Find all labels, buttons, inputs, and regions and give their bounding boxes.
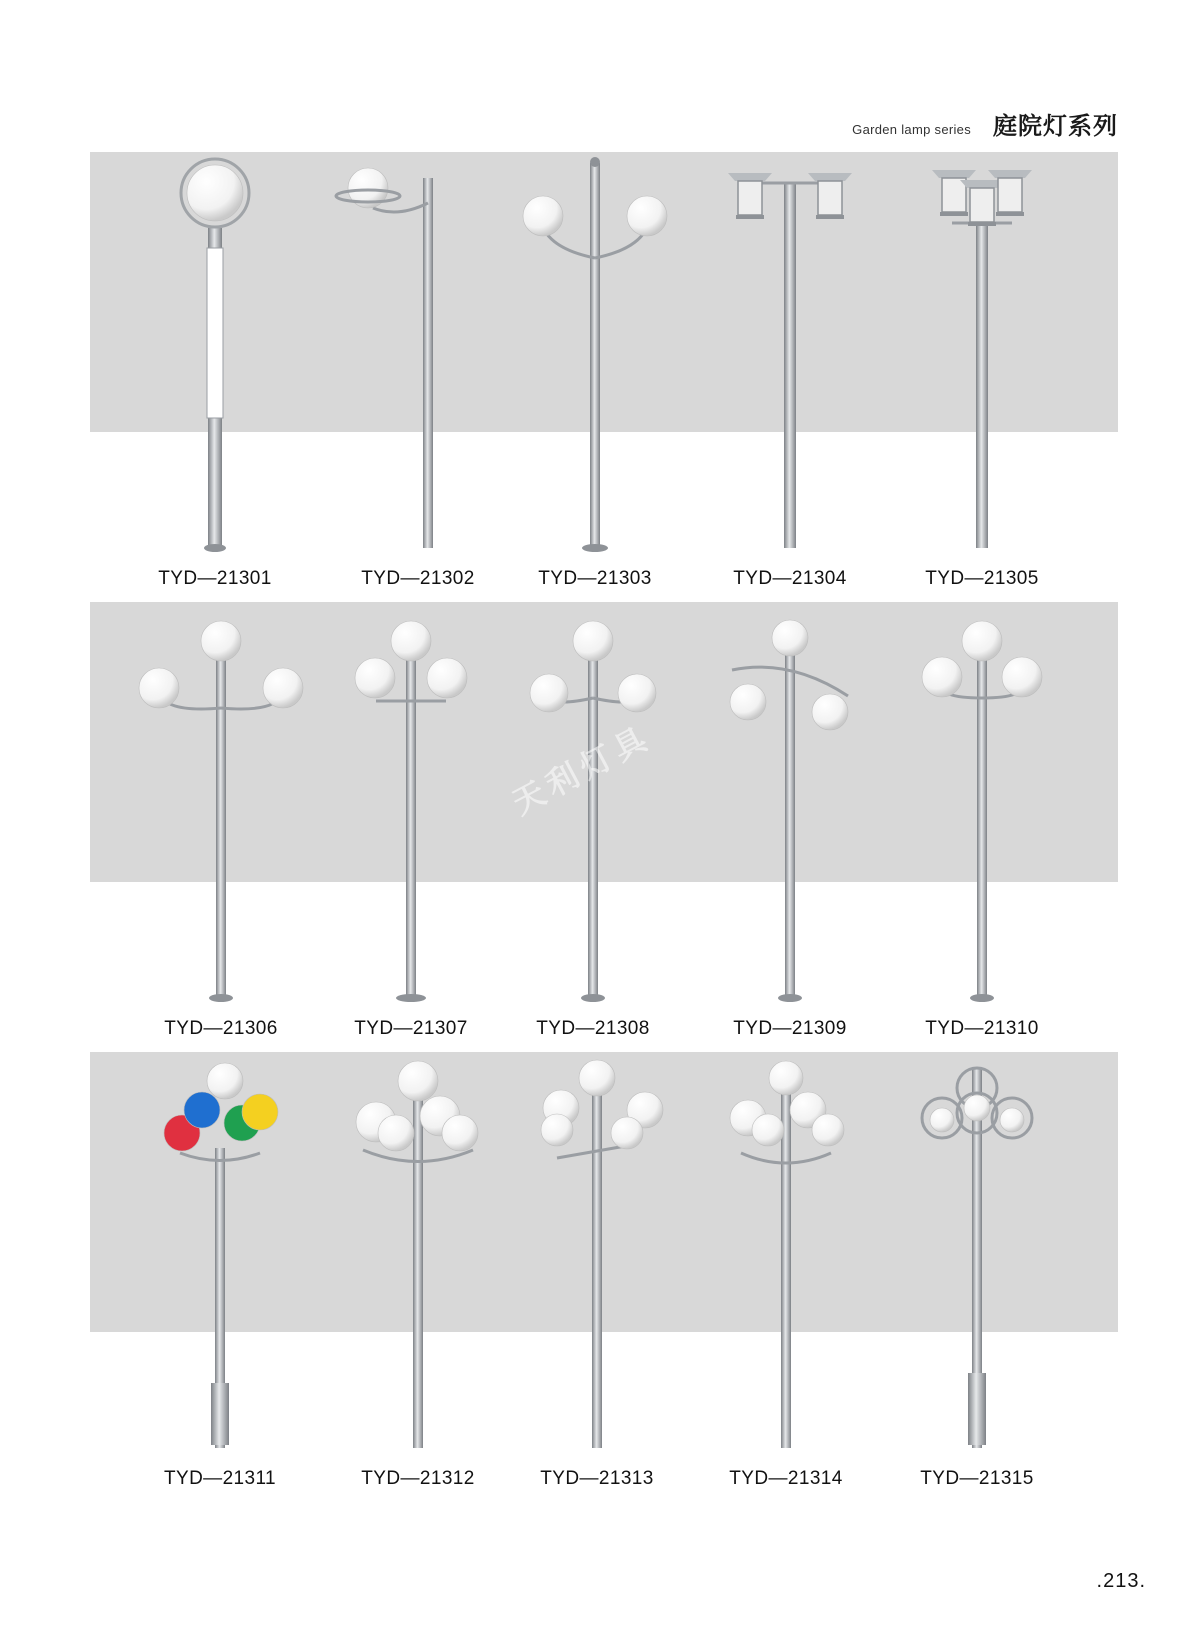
product-code: TYD—21313	[540, 1468, 654, 1489]
lamp-globe	[391, 621, 431, 661]
series-title-en: Garden lamp series	[852, 122, 971, 137]
lamp-globe	[1000, 1108, 1024, 1132]
lamp-illustration	[121, 598, 321, 1008]
product-code: TYD—21308	[536, 1018, 650, 1039]
lamp-globe	[812, 1114, 844, 1146]
lamp-globe	[187, 165, 243, 221]
lamp-globe	[730, 684, 766, 720]
lantern-ring	[940, 212, 968, 216]
lantern-glass	[970, 188, 994, 222]
lantern-ring	[736, 215, 764, 219]
lamp-globe	[523, 196, 563, 236]
lamp-globe	[139, 668, 179, 708]
product-code: TYD—21301	[158, 568, 272, 589]
product-code: TYD—21306	[164, 1018, 278, 1039]
lamp-illustration	[882, 148, 1082, 558]
lamp-globe	[242, 1094, 278, 1130]
product-code: TYD—21304	[733, 568, 847, 589]
product-code: TYD—21307	[354, 1018, 468, 1039]
lamp-base	[396, 994, 426, 1002]
lamp-illustration	[318, 1048, 518, 1458]
lamp-illustration	[497, 1048, 697, 1458]
product-card[interactable]	[686, 1048, 886, 1488]
pole-sleeve	[968, 1373, 986, 1445]
lamp-illustration	[318, 148, 518, 558]
lamp-globe	[442, 1115, 478, 1151]
lamp-illustration	[311, 598, 511, 1008]
lamp-globe	[611, 1117, 643, 1149]
lamp-globe	[355, 658, 395, 698]
lamp-globe	[962, 621, 1002, 661]
lamp-pole	[781, 1093, 791, 1448]
lamp-globe	[378, 1115, 414, 1151]
lamp-globe	[627, 196, 667, 236]
lamp-pole	[413, 1093, 423, 1448]
lamp-pole	[785, 643, 795, 998]
lantern-roof	[988, 170, 1032, 178]
product-card[interactable]	[877, 1048, 1077, 1488]
pole-finial	[590, 157, 600, 167]
product-card[interactable]	[121, 598, 321, 1038]
lamp-globe	[1002, 657, 1042, 697]
lamp-illustration	[882, 598, 1082, 1008]
product-code: TYD—21302	[361, 568, 475, 589]
lamp-globe	[922, 657, 962, 697]
lamp-pole	[976, 193, 988, 548]
lamp-globe	[930, 1108, 954, 1132]
light-column	[207, 248, 223, 418]
lamp-globe	[263, 668, 303, 708]
lamp-globe	[812, 694, 848, 730]
watermark: 天利灯具	[505, 717, 658, 823]
lamp-globe	[772, 620, 808, 656]
lamp-pole	[590, 163, 600, 548]
lamp-base	[204, 544, 226, 552]
product-card[interactable]	[318, 1048, 518, 1488]
product-code: TYD—21309	[733, 1018, 847, 1039]
page-number: .213.	[1096, 1570, 1146, 1592]
series-title-zh: 庭院灯系列	[993, 112, 1118, 140]
lamp-globe	[964, 1095, 990, 1121]
lamp-pole	[423, 178, 433, 548]
lantern-ring	[968, 222, 996, 226]
product-card[interactable]	[318, 148, 518, 588]
pole-sleeve	[211, 1383, 229, 1445]
lamp-globe	[573, 621, 613, 661]
product-card[interactable]	[311, 598, 511, 1038]
lamp-illustration	[690, 598, 890, 1008]
product-card[interactable]	[882, 148, 1082, 588]
lamp-base	[209, 994, 233, 1002]
lamp-base	[778, 994, 802, 1002]
lamp-base	[581, 994, 605, 1002]
lamp-illustration	[686, 1048, 886, 1458]
lamp-pole	[977, 643, 987, 998]
lamp-globe	[427, 658, 467, 698]
product-code: TYD—21303	[538, 568, 652, 589]
product-card[interactable]	[120, 1048, 320, 1488]
product-card[interactable]	[497, 1048, 697, 1488]
page-header	[852, 106, 1118, 141]
lamp-globe	[530, 674, 568, 712]
lamp-globe	[201, 621, 241, 661]
lantern-glass	[818, 181, 842, 215]
product-card[interactable]	[690, 148, 890, 588]
lamp-globe	[769, 1061, 803, 1095]
lamp-globe	[579, 1060, 615, 1096]
lantern-ring	[816, 215, 844, 219]
product-code: TYD—21312	[361, 1468, 475, 1489]
lantern-roof	[932, 170, 976, 178]
product-code: TYD—21310	[925, 1018, 1039, 1039]
lamp-globe	[541, 1114, 573, 1146]
product-card[interactable]	[495, 148, 695, 588]
lamp-globe	[184, 1092, 220, 1128]
product-code: TYD—21314	[729, 1468, 843, 1489]
product-card[interactable]	[115, 148, 315, 588]
lantern-roof	[728, 173, 772, 181]
lantern-roof	[808, 173, 852, 181]
lamp-arm	[373, 203, 428, 212]
product-card[interactable]	[882, 598, 1082, 1038]
product-card[interactable]	[690, 598, 890, 1038]
lamp-globe	[207, 1063, 243, 1099]
lamp-pole	[784, 183, 796, 548]
lantern-ring	[996, 212, 1024, 216]
lantern-glass	[942, 178, 966, 212]
lamp-pole	[406, 643, 416, 998]
lamp-globe	[398, 1061, 438, 1101]
lamp-illustration	[690, 148, 890, 558]
lamp-globe	[752, 1114, 784, 1146]
product-code: TYD—21311	[163, 1468, 277, 1489]
product-code: TYD—21305	[925, 568, 1039, 589]
lantern-glass	[998, 178, 1022, 212]
lamp-pole	[216, 643, 226, 998]
lamp-illustration	[120, 1048, 320, 1458]
lamp-illustration	[495, 148, 695, 558]
lamp-pole	[592, 1093, 602, 1448]
lantern-glass	[738, 181, 762, 215]
product-code: TYD—21315	[920, 1468, 1034, 1489]
lamp-base	[582, 544, 608, 552]
lamp-illustration	[115, 148, 315, 558]
lamp-illustration	[877, 1048, 1077, 1458]
lamp-pole	[588, 643, 598, 998]
lamp-globe	[618, 674, 656, 712]
lamp-base	[970, 994, 994, 1002]
